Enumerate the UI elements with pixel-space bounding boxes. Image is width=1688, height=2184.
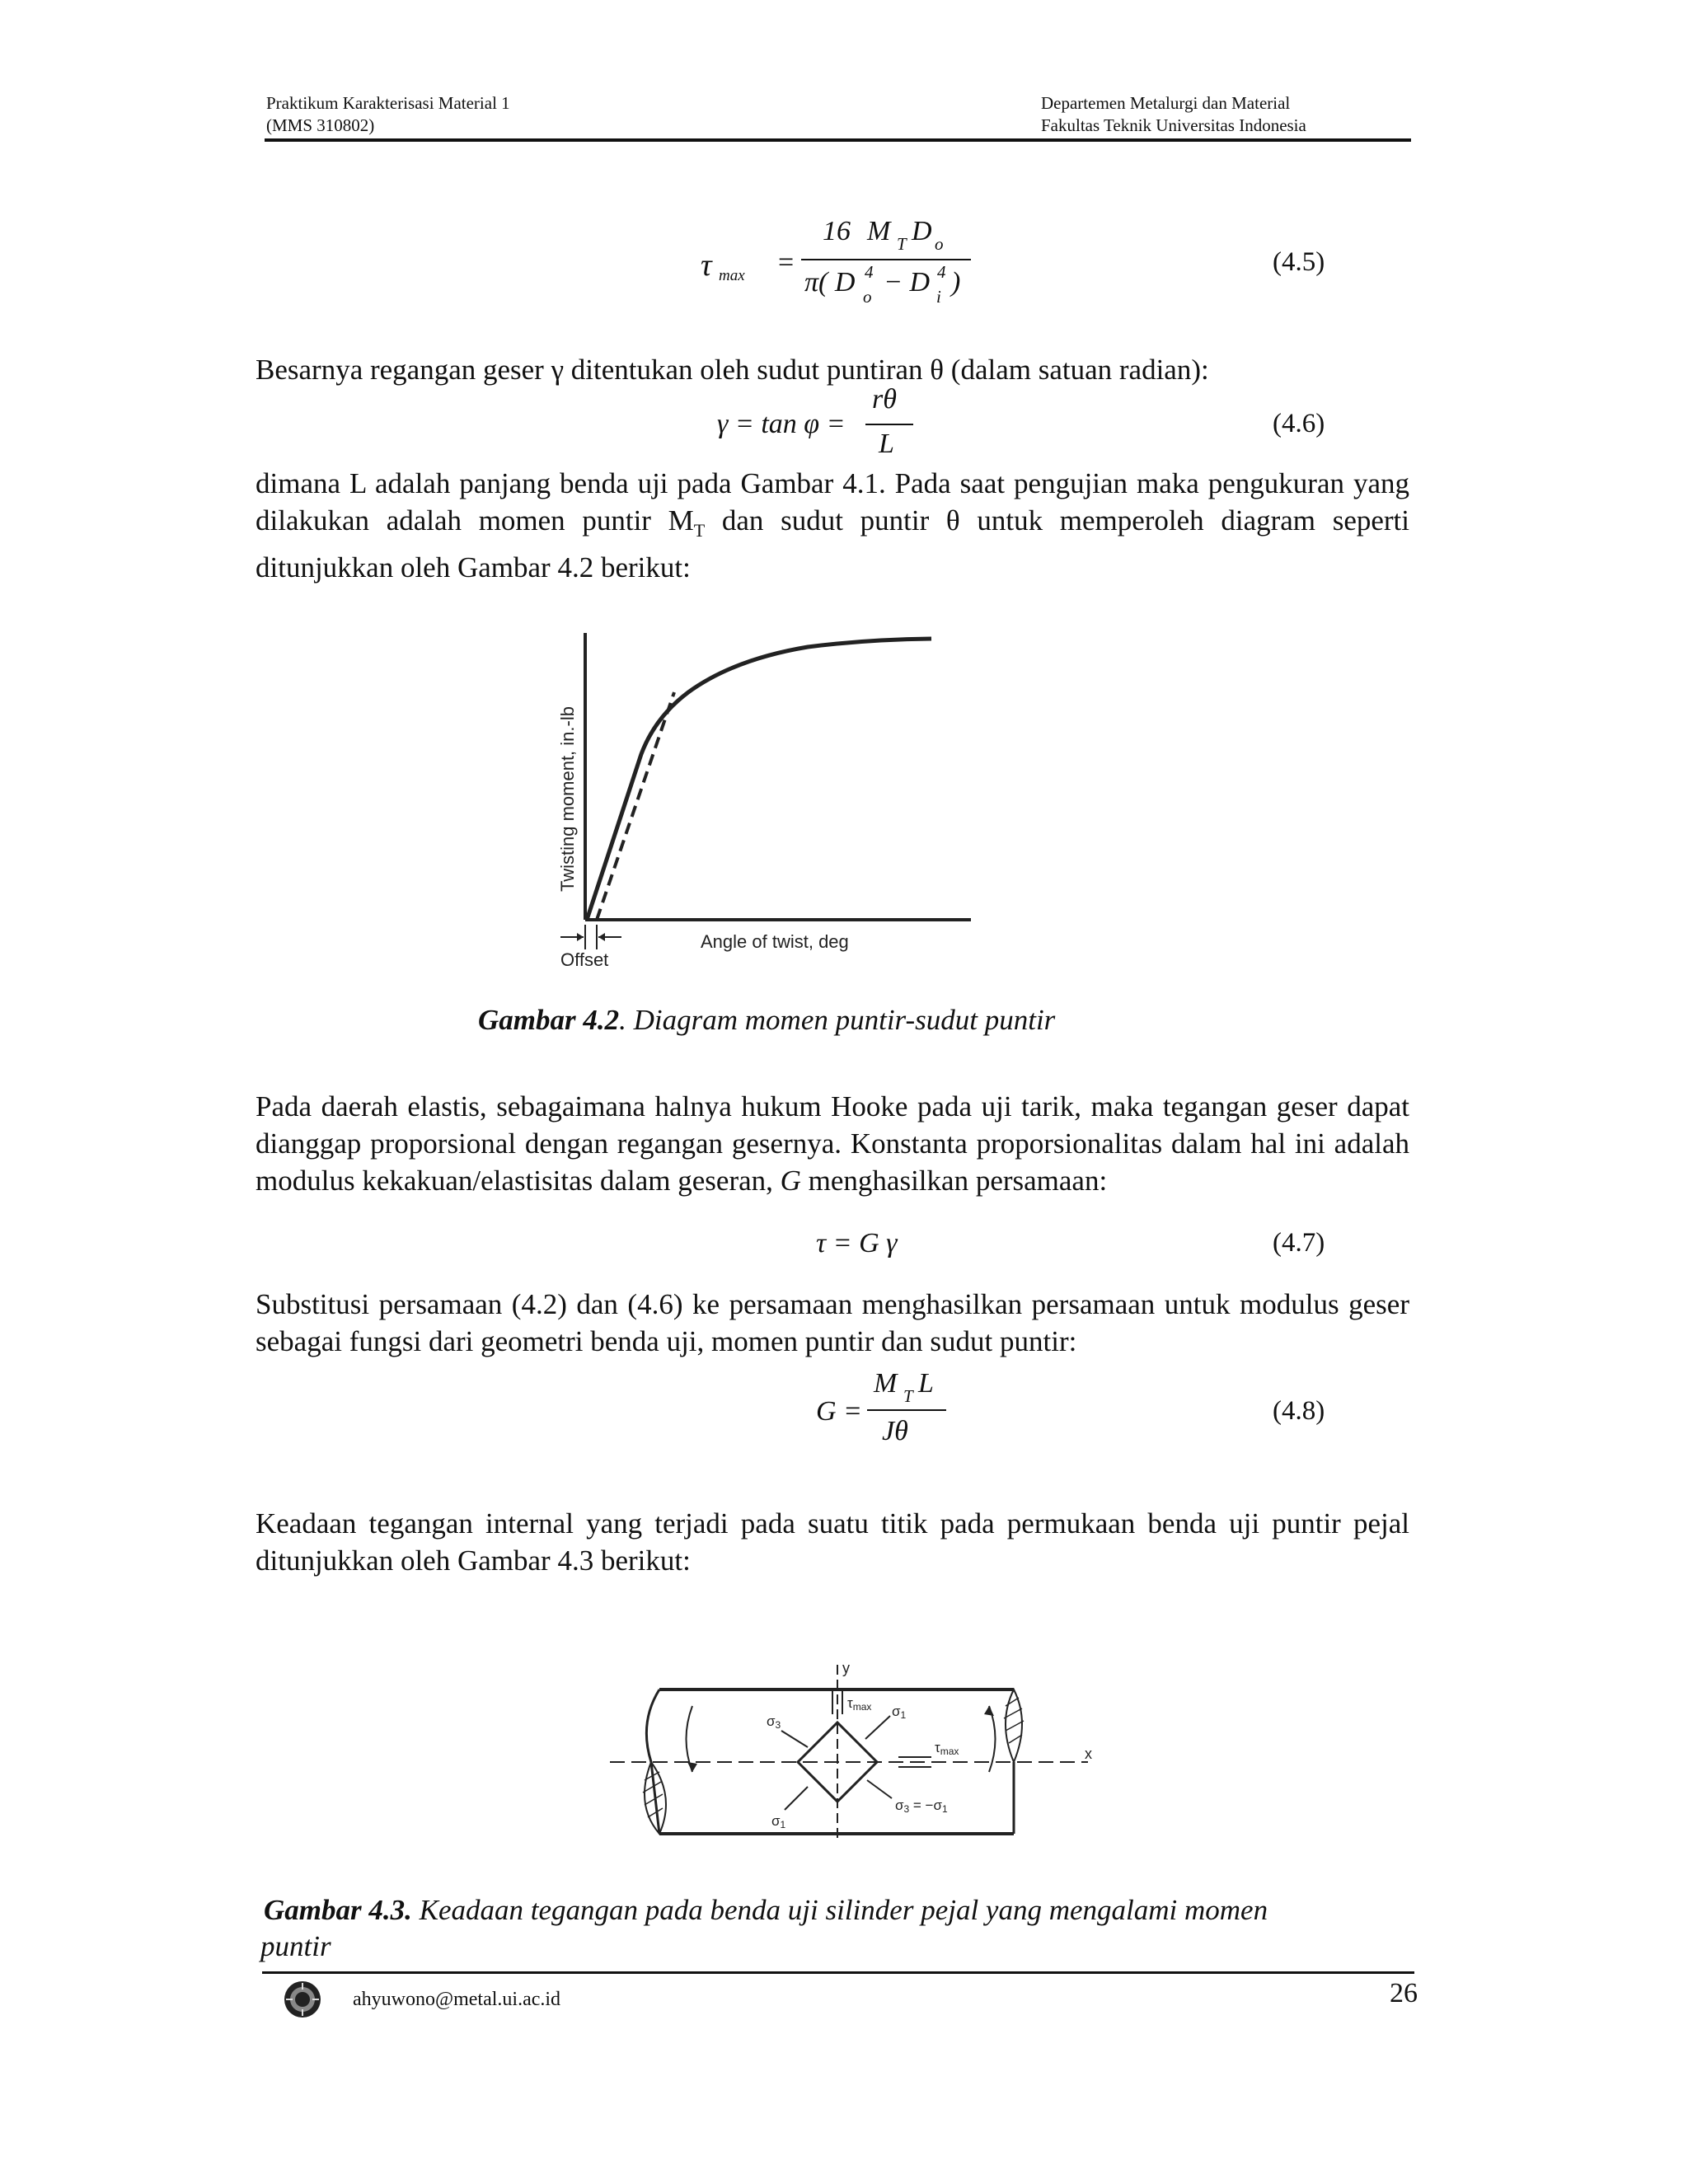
fig42-torque-curve <box>587 639 931 920</box>
paragraph-shear-strain-intro: Besarnya regangan geser γ ditentukan oleh sudut puntiran θ (dalam satuan radian): <box>256 354 1209 386</box>
fig43-section-hatching <box>643 1698 1024 1817</box>
fig42-y-label: Twisting moment, in.-lb <box>557 706 578 892</box>
fig43-sigma3-arrow-bottom <box>867 1780 892 1798</box>
fig42-offset-arrowhead-right <box>598 933 605 941</box>
fig42-offset-line <box>597 692 674 920</box>
header-department: Departemen Metalurgi dan Material <box>1041 93 1291 113</box>
p2-subscript-T: T <box>693 520 706 541</box>
fig42-offset-arrowhead-left <box>577 933 584 941</box>
fig43-caption-bold: Gambar 4.3. <box>264 1894 412 1926</box>
paragraph-substitution: Substitusi persamaan (4.2) dan (4.6) ke persamaan menghasilkan persamaan untuk modulus geser sebagai fungsi dari geometri benda uji, momen puntir dan sudut puntir: <box>256 1288 1409 1357</box>
fig43-caption-text: Keadaan tegangan pada benda uji silinder pejal yang mengalami momen <box>411 1894 1268 1926</box>
eq45-num-coef: 16 <box>823 216 851 246</box>
figure-4-2-caption <box>478 1004 1055 1037</box>
eq45-equals: = <box>778 247 795 278</box>
eq48-lhs: G = <box>816 1396 862 1427</box>
fig43-y-label: y <box>842 1660 850 1676</box>
eq46-numerator: rθ <box>872 384 897 415</box>
equation-4-8 <box>816 1368 1360 1459</box>
eq45-den-Di-sup: 4 <box>937 262 946 282</box>
eq48-num-M: M <box>874 1368 898 1399</box>
eq45-tau: τ <box>701 248 712 283</box>
eq46-fraction-bar <box>865 424 913 425</box>
header-rule <box>265 138 1411 142</box>
fig42-offset-label: Offset <box>560 949 609 970</box>
fig43-relation-label: σ3 = −σ1 <box>895 1797 948 1815</box>
eq45-den-Di-sub: i <box>936 287 941 307</box>
equation-4-7 <box>816 1228 1360 1269</box>
eq45-num-M: M <box>867 216 891 246</box>
eq45-num-M-sub: T <box>897 234 907 254</box>
fig43-tau-top-label: τmax <box>847 1695 872 1713</box>
eq46-denominator: L <box>879 429 894 459</box>
eq47-expression: τ = G γ <box>816 1228 898 1258</box>
eq45-fraction-bar <box>801 259 971 260</box>
eq46-number: (4.6) <box>1273 409 1325 438</box>
eq45-number: (4.5) <box>1273 247 1325 277</box>
p3-text-a: Pada daerah elastis, sebagaimana halnya hukum Hooke pada uji tarik, maka tegangan geser dapat dianggap proporsional dengan regangan gesernya. Konstanta proporsionalitas dalam hal ini adalah modulus kekakuan/elastisitas dalam geseran, <box>256 1090 1409 1197</box>
fig43-sigma1-arrow-bottom <box>785 1787 808 1810</box>
paragraph-hooke-law <box>256 1088 1409 1199</box>
eq45-den-Do-sub: o <box>863 287 872 307</box>
fig43-twist-arrowhead-right <box>984 1706 994 1716</box>
eq45-den-Do-sup: 4 <box>865 262 874 282</box>
eq48-denominator: Jθ <box>882 1416 908 1446</box>
fig43-sigma3-arrow <box>781 1731 808 1747</box>
eq45-num-D-sub: o <box>935 234 944 254</box>
fig42-caption-text: . Diagram momen puntir-sudut puntir <box>619 1004 1056 1036</box>
paragraph-internal-stress: Keadaan tegangan internal yang terjadi pada suatu titik pada permukaan benda uji puntir pejal ditunjukkan oleh Gambar 4.3 berikut: <box>256 1507 1409 1577</box>
figure-4-2-chart <box>544 626 989 972</box>
fig43-x-label: x <box>1085 1746 1092 1762</box>
eq48-num-L: L <box>918 1368 934 1399</box>
header-course-title: Praktikum Karakterisasi Material 1 <box>266 93 510 113</box>
equation-4-5 <box>701 216 1360 315</box>
fig43-sigma3-label: σ3 <box>767 1713 781 1731</box>
fig43-sigma1-arrow-top <box>865 1716 890 1739</box>
figure-4-3-caption-line2: puntir <box>260 1930 331 1962</box>
p3-text-b: menghasilkan persamaan: <box>800 1165 1108 1197</box>
figure-4-3-caption <box>264 1894 1268 1927</box>
eq45-tau-sub: max <box>719 267 745 284</box>
figure-4-3-diagram <box>602 1657 1096 1846</box>
eq45-den-minus: − D <box>884 267 930 298</box>
eq45-num-D: D <box>912 216 932 246</box>
fig42-caption-bold: Gambar 4.2 <box>478 1004 620 1036</box>
header-faculty: Fakultas Teknik Universitas Indonesia <box>1041 115 1306 135</box>
eq45-den-pi: π( D <box>804 267 856 298</box>
footer-email: ahyuwono@metal.ui.ac.id <box>353 1989 561 2010</box>
eq48-num-sub: T <box>903 1386 913 1406</box>
paragraph-measurement <box>256 465 1409 586</box>
university-logo-icon <box>283 1980 322 2019</box>
p2-text-a: dimana L adalah panjang benda uji pada Gambar 4.1. Pada saat pengujian maka pengukuran yang dilakukan adalah momen puntir M <box>256 467 1409 537</box>
fig42-x-label: Angle of twist, deg <box>701 931 849 952</box>
eq45-den-close: ) <box>951 267 961 298</box>
eq48-number: (4.8) <box>1273 1396 1325 1426</box>
page-number: 26 <box>1390 1978 1418 2008</box>
fig43-twist-arrow-right <box>989 1706 996 1772</box>
eq46-lhs: γ = tan φ = <box>717 409 846 439</box>
fig43-sigma1-top-label: σ1 <box>892 1704 907 1721</box>
p2-text-b: dan sudut puntir θ untuk memperoleh diagram seperti ditunjukkan oleh Gambar 4.2 berikut: <box>256 504 1409 583</box>
footer-rule <box>262 1971 1414 1974</box>
fig43-tau-right-label: τmax <box>935 1740 959 1757</box>
p3-symbol-G: G <box>780 1165 801 1197</box>
header-course-code: (MMS 310802) <box>266 115 375 135</box>
eq47-number: (4.7) <box>1273 1228 1325 1258</box>
eq48-fraction-bar <box>867 1409 946 1411</box>
equation-4-6 <box>717 384 1360 466</box>
fig43-sigma1-bottom-label: σ1 <box>771 1813 786 1830</box>
fig43-twist-arrowhead-left <box>687 1762 697 1772</box>
